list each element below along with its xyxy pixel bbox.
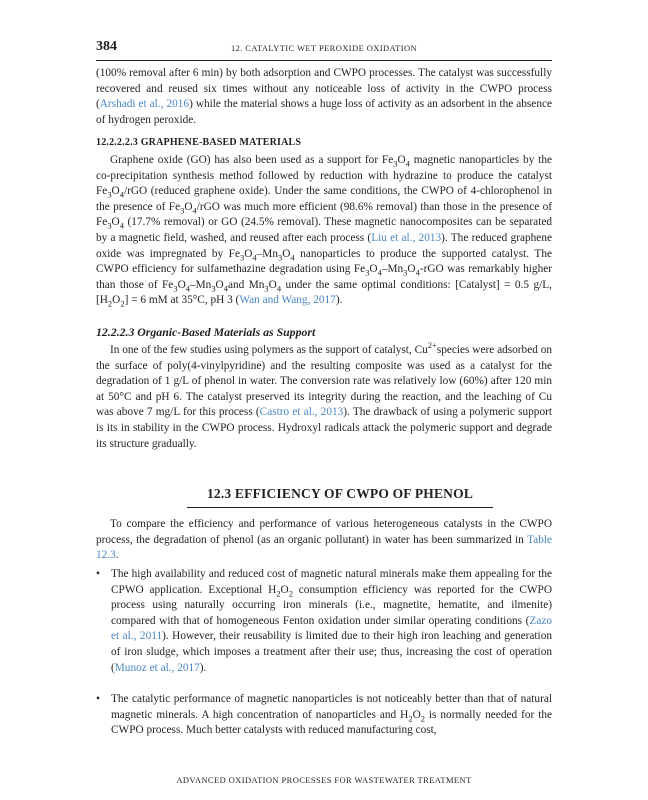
page-header xyxy=(96,38,552,61)
running-head: 12. CATALYTIC WET PEROXIDE OXIDATION xyxy=(230,43,418,53)
paragraph-graphene: Graphene oxide (GO) has also been used as a support for $Fe_3O_4$ magnetic nanoparticles by the co-precipitation synthesis method followed by reduction with hydrazine to produce the catalyst $Fe_3O_4$/rGO (reduced graphene oxide). Under the same conditions, the CWPO of 4-chlorophenol in the presence of $Fe_3O_4$/rGO was much more efficient (98.6% removal) than those in the presence of $Fe_3O_4$ (17.7% removal) or GO (24.5% removal). These magnetic nanocomposites can be separated by a magnetic field, washed, and reused after each process (Liu et al., 2013). The reduced graphene oxide was impregnated by $Fe_3O_4-Mn_3O_4$ nanoparticles to produce the supported catalyst. The CWPO efficiency for sulfamethazine degradation using $Fe_3O_4-Mn_3O_4$-rGO was remarkably higher than those of $Fe_3O_4-Mn_3O_4and$ $Mn_3O_4$ under the same optimal conditions: [Catalyst] = 0.5 g/L, $[H_2O_2] = 6$ mM at 35°C, pH 3 (Wan and Wang, 2017). xyxy=(96,154,552,309)
bullet-item xyxy=(96,692,552,739)
page-footer: ADVANCED OXIDATION PROCESSES FOR WASTEWATER TREATMENT xyxy=(176,775,472,785)
subsection-heading-organic: 12.2.2.3 Organic-Based Materials as Support xyxy=(96,325,316,339)
citation-link[interactable]: Wan and Wang, 2017 xyxy=(239,294,336,307)
bullet-text: The high availability and reduced cost of magnetic natural minerals make them appealing for the CPWO application. Exceptional $H_2O_2$ consumption efficiency was reported for the CWPO process using naturally occurring iron minerals (i.e., magnetite, hematite, and ilmenite) compared with that of homogeneous Fenton oxidation under similar operating conditions (Zazo et al., 2011). However, their reusability is limited due to their high iron leaching and generation of iron sludge, which imposes a treatment after their use; thus, increasing the cost of operation (Munoz et al., 2017). xyxy=(111,568,552,674)
subsection-heading-graphene: 12.2.2.2.3 GRAPHENE-BASED MATERIALS xyxy=(96,137,302,148)
bullet-text: The catalytic performance of magnetic nanoparticles is not noticeably better than that of natural magnetic minerals. A high concentration of nanoparticles and $H_2O_2$ is normally needed for the CWPO process. Much better catalysts with reduced manufacturing cost, xyxy=(111,693,553,737)
citation-link[interactable]: Arshadi et al., 2016 xyxy=(99,98,190,111)
paragraph-organic: In one of the few studies using polymers as the support of catalyst, $Cu^{2+}species$ were adsorbed on the surface of poly(4-vinylpyridine) and the resulting composite was used as a catalyst for the degradation of 1 g/L of phenol in water. The conversion rate was relatively low (60%) after 120 min at 50°C and pH 6. The catalyst preserved its integrity during the reaction, and the leaching of Cu was above 7 mg/L for this process (Castro et al., 2013). The drawback of using a polymeric support is its in stability in the CWPO process. Hydroxyl radicals attack the polymeric support and degrade its structure gradually. xyxy=(96,340,552,450)
table-reference-link[interactable]: Table 12.3 xyxy=(96,533,552,562)
section-heading-efficiency: 12.3 EFFICIENCY OF CWPO OF PHENOL xyxy=(187,486,493,508)
citation-link[interactable]: Zazo et al., 2011 xyxy=(111,614,552,643)
citation-link[interactable]: Castro et al., 2013 xyxy=(259,406,344,419)
citation-link[interactable]: Munoz et al., 2017 xyxy=(114,661,200,674)
bullet-icon: • xyxy=(96,568,100,580)
bullet-icon: • xyxy=(96,693,100,705)
bullet-item xyxy=(96,567,552,676)
paragraph-intro: (100% removal after 6 min) by both adsorption and CWPO processes. The catalyst was successfully recovered and reused six times without any noticeable loss of activity in the CWPO process (Arshadi et al., 2016) while the material shows a huge loss of activity as an adsorbent in the absence of hydrogen peroxide. xyxy=(96,67,553,126)
page-number: 384 xyxy=(96,39,117,54)
paragraph-efficiency: To compare the efficiency and performance of various heterogeneous catalysts in the CWPO process, the degradation of phenol (as an organic pollutant) in water has been summarized in Table 12.3. xyxy=(96,518,552,562)
citation-link[interactable]: Liu et al., 2013 xyxy=(371,231,442,244)
